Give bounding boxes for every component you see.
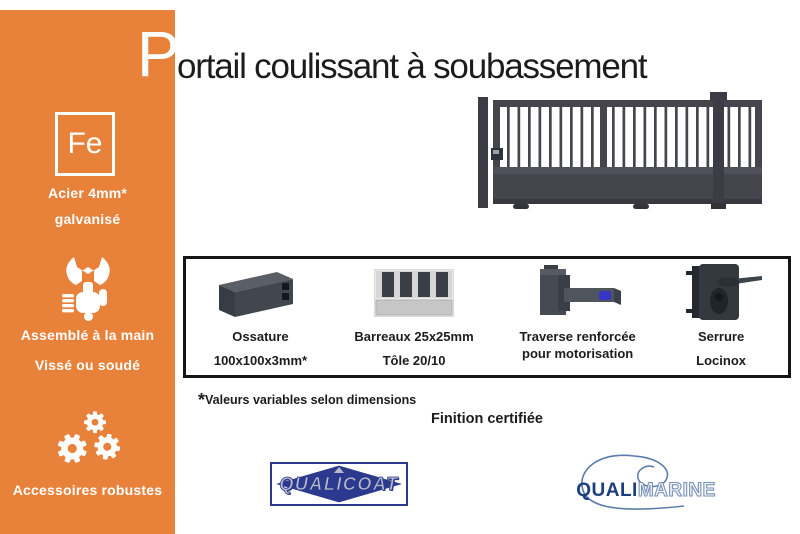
assembly-line-1: Assemblé à la main xyxy=(20,327,155,343)
qualimarine-bold-text: QUALI xyxy=(576,480,638,501)
feature-traverse xyxy=(497,265,658,371)
feature-label: Ossature xyxy=(232,329,289,344)
gears-icon xyxy=(46,402,130,474)
material-line-1: Acier 4mm* xyxy=(47,185,128,201)
qualimarine-light-text: MARINE xyxy=(637,480,716,501)
accessories-line-1: Accessoires robustes xyxy=(12,482,163,498)
page-title-initial: P xyxy=(137,18,180,90)
wrench-hand-icon xyxy=(60,256,116,322)
feature-ossature xyxy=(190,265,331,371)
footnote-text: Valeurs variables selon dimensions xyxy=(205,393,417,407)
assembly-line-2: Vissé ou soudé xyxy=(34,357,141,373)
feature-label: Serrure xyxy=(697,329,745,344)
material-line-2: galvanisé xyxy=(54,211,121,227)
features-box xyxy=(183,256,791,378)
motor-beam-icon xyxy=(528,265,628,321)
feature-sublabel: Tôle 20/10 xyxy=(382,352,446,368)
page-title: ortail coulissant à soubassement xyxy=(177,47,647,86)
footnote-star: * xyxy=(198,390,206,410)
feature-sublabel: 100x100x3mm* xyxy=(213,352,308,368)
feature-barreaux xyxy=(331,265,497,371)
qualimarine-logo xyxy=(556,450,736,518)
fe-element-box-icon xyxy=(55,112,115,176)
qualicoat-logo xyxy=(270,462,408,506)
feature-sublabel: Locinox xyxy=(696,352,746,368)
lock-icon xyxy=(678,265,764,321)
feature-label: Barreaux 25x25mm xyxy=(354,329,474,344)
bars-panel-icon xyxy=(374,265,454,321)
qualimarine-logo-text xyxy=(556,480,736,502)
qualicoat-logo-text: QUALICOAT xyxy=(279,473,399,494)
feature-sublabel: pour motorisation xyxy=(522,345,634,361)
fe-symbol: Fe xyxy=(67,127,103,160)
footnote xyxy=(198,388,416,409)
sliding-gate-illustration xyxy=(465,92,795,212)
finition-certifiee-label: Finition certifiée xyxy=(431,411,543,427)
feature-serrure xyxy=(658,265,784,371)
steel-profile-icon xyxy=(213,265,308,321)
feature-label: Traverse renforcée xyxy=(519,329,636,344)
